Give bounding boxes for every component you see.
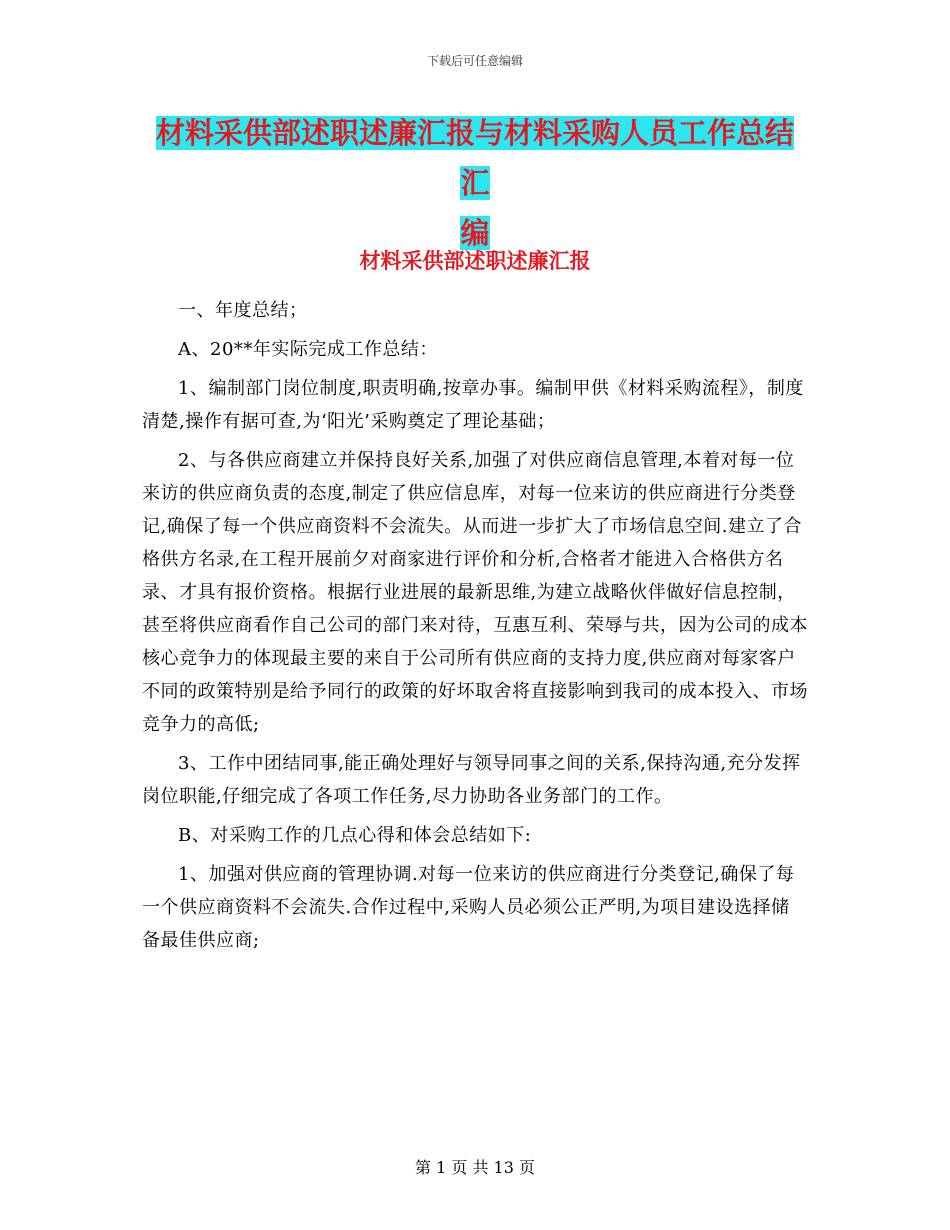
paragraph-annual-summary: 一、年度总结； — [178, 300, 308, 321]
page-footer-number: 第 1 页 共 13 页 — [415, 1158, 535, 1177]
document-title-line-1: 材料采供部述职述廉汇报与材料采购人员工作总结汇 — [155, 116, 794, 200]
paragraph-b-item-1: 1、加强对供应商的管理协调.对每一位来访的供应商进行分类登记,确保了每一个供应商资料不会流失.合作过程中,采购人员必须公正严明,为项目建设选择储备最佳供应商; — [142, 864, 795, 951]
paragraph-a-item-2: 2、与各供应商建立并保持良好关系,加强了对供应商信息管理,本着对每一位来访的供应商负责的态度,制定了供应信息库，对每一位来访的供应商进行分类登记,确保了每一个供应商资料不会流失。从而进一步扩大了市场信息空间.建立了合格供方名录,在工程开展前夕对商家进行评价和分析,合格者才能进入合格供方名录、才具有报价资格。根据行业进展的最新思维,为建立战略伙伴做好信息控制，甚至将供应商看作自己公司的部门来对待，互惠互利、荣辱与共，因为公司的成本核心竞争力的体现最主要的来自于公司所有供应商的支持力度,供应商对每家客户不同的政策特别是给予同行的政策的好坏取舍将直接影响到我司的成本投入、市场竞争力的高低; — [142, 450, 808, 735]
document-title — [142, 108, 808, 258]
paragraph-a-item-3: 3、工作中团结同事,能正确处理好与领导同事之间的关系,保持沟通,充分发挥岗位职能,仔细完成了各项工作任务,尽力协助各业务部门的工作。 — [142, 753, 801, 807]
paragraph-section-a: A、20**年实际完成工作总结： — [178, 339, 438, 360]
paragraph-section-b: B、对采购工作的几点心得和体会总结如下: — [178, 825, 532, 846]
document-title-line-2: 编 — [460, 216, 490, 250]
document-body — [142, 294, 808, 963]
section-title: 材料采供部述职述廉汇报 — [359, 249, 591, 273]
paragraph-a-item-1: 1、编制部门岗位制度,职责明确,按章办事。编制甲供《材料采购流程》，制度清楚,操作有据可查,为‘阳光’采购奠定了理论基础； — [142, 378, 804, 432]
page-header-note: 下载后可任意编辑 — [426, 54, 523, 68]
